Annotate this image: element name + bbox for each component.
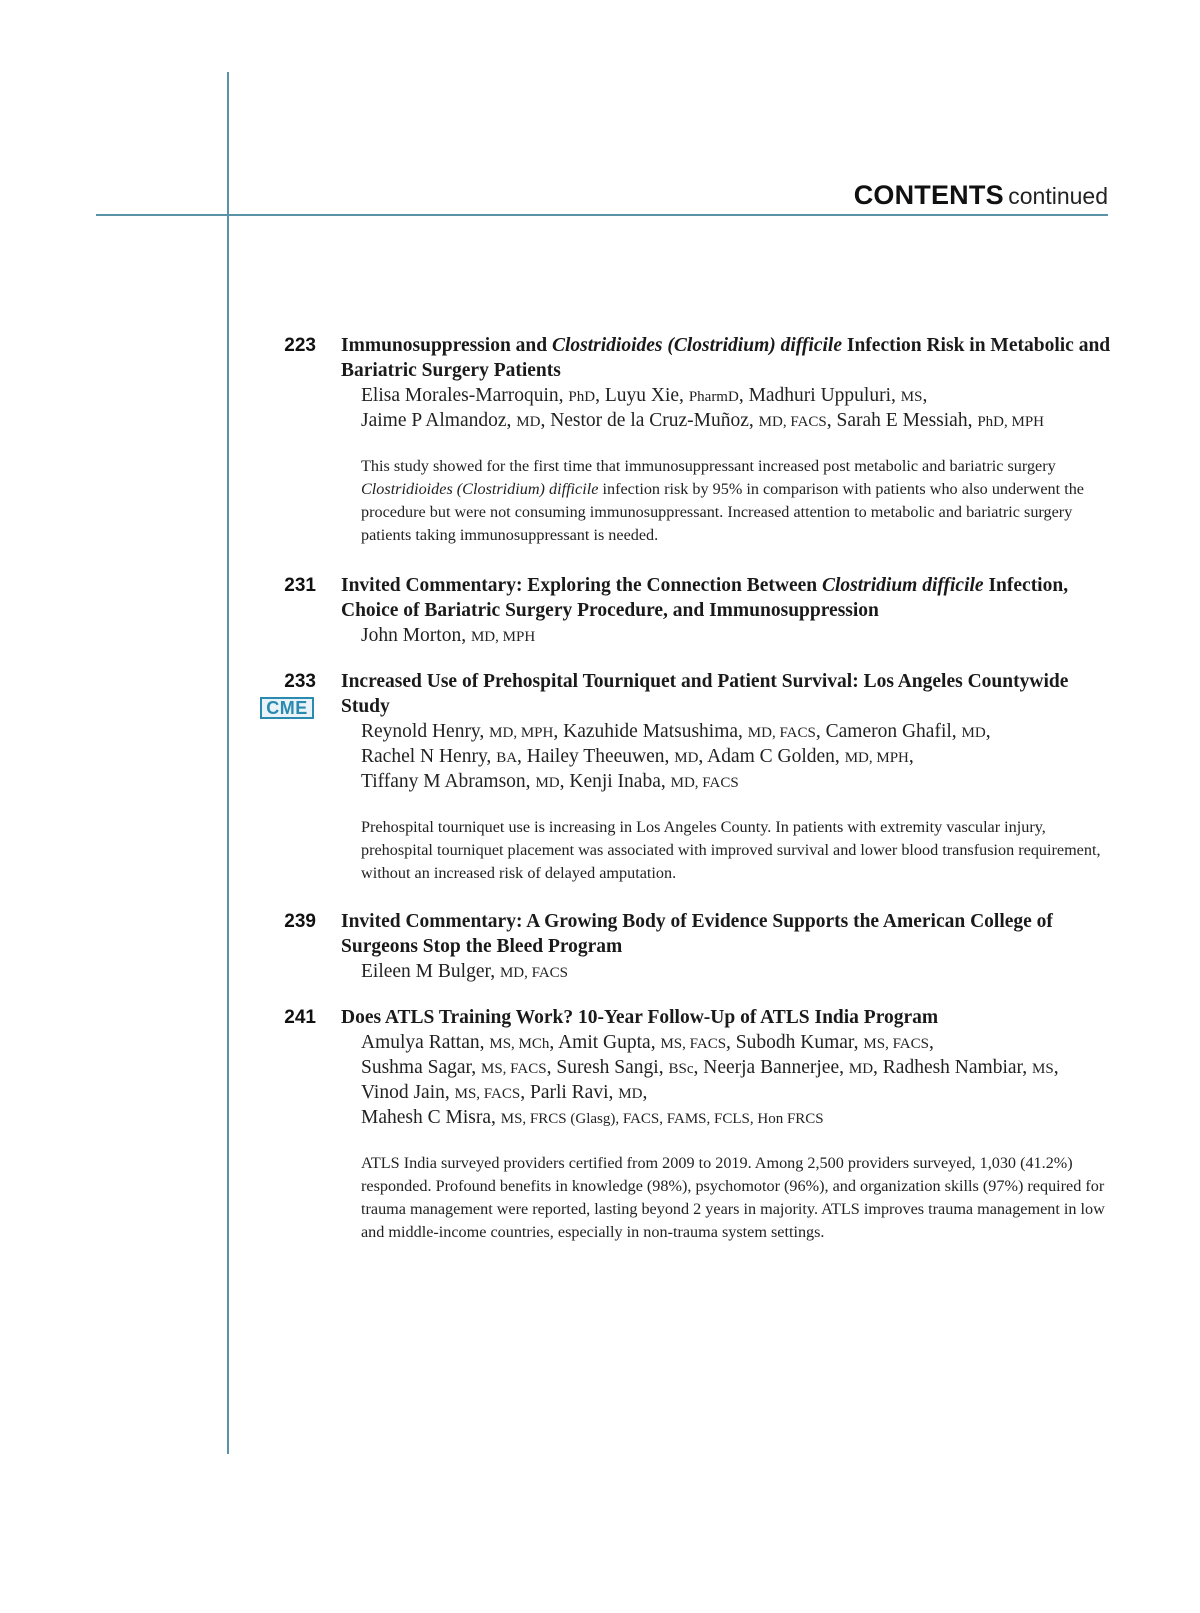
- title-text: Infection Risk in Metabolic and Bariatric Surgery Patients: [341, 335, 1111, 381]
- header-title: CONTENTS: [853, 180, 1004, 210]
- article-summary: ATLS India surveyed providers certified from 2009 to 2019. Among 2,500 providers surveyed, 1,030 (41.2%) responded. Profound benefits in knowledge (98%), psychomotor (96%), and organization skills (97%) required for trauma management were reported, lasting beyond 2 years in majority. ATLS improves trauma management in low and middle-income countries, especially in non-trauma system settings.: [361, 1154, 1105, 1241]
- authors-line: Elisa Morales-Marroquin, PhD, Luyu Xie, PharmD, Madhuri Uppuluri, MS,: [361, 385, 928, 406]
- title-text: Immunosuppression and: [341, 335, 552, 356]
- page-number: 223: [284, 335, 316, 356]
- authors-line: Mahesh C Misra, MS, FRCS (Glasg), FACS, FAMS, FCLS, Hon FRCS: [361, 1107, 824, 1128]
- page-number: 239: [284, 911, 316, 932]
- title-text: Infection, Choice of Bariatric Surgery Procedure, and Immunosuppression: [341, 575, 1069, 621]
- cme-badge: CME: [260, 697, 314, 719]
- authors-line: John Morton, MD, MPH: [361, 625, 536, 646]
- page-header: [854, 180, 1108, 211]
- authors-line: Jaime P Almandoz, MD, Nestor de la Cruz-Muñoz, MD, FACS, Sarah E Messiah, PhD, MPH: [361, 410, 1045, 431]
- article-summary: This study showed for the first time that immunosuppressant increased post metabolic and bariatric surgery Clostridioides (Clostridium) difficile infection risk by 95% in comparison with patients who also underwent the procedure but were not consuming immunosuppressant. Increased attention to metabolic and bariatric surgery patients taking immunosuppressant is needed.: [361, 457, 1084, 544]
- authors-line: Tiffany M Abramson, MD, Kenji Inaba, MD, FACS: [361, 771, 739, 792]
- article-summary: Prehospital tourniquet use is increasing in Los Angeles County. In patients with extremity vascular injury, prehospital tourniquet placement was associated with improved survival and lower blood transfusion requirement, without an increased risk of delayed amputation.: [361, 818, 1101, 882]
- article-title[interactable]: Does ATLS Training Work? 10-Year Follow-Up of ATLS India Program: [341, 1007, 939, 1028]
- article-title[interactable]: [341, 333, 1111, 383]
- header-rule: [96, 214, 1108, 216]
- title-italic-text: Clostridium difficile: [821, 575, 984, 596]
- article-title[interactable]: Increased Use of Prehospital Tourniquet and Patient Survival: Los Angeles Countywide Study: [341, 671, 1069, 717]
- authors-line: Vinod Jain, MS, FACS, Parli Ravi, MD,: [361, 1082, 648, 1103]
- article-title[interactable]: Invited Commentary: A Growing Body of Evidence Supports the American College of Surgeons Stop the Bleed Program: [341, 911, 1053, 957]
- vertical-rule: [227, 72, 229, 1454]
- authors-line: Sushma Sagar, MS, FACS, Suresh Sangi, BSc, Neerja Bannerjee, MD, Radhesh Nambiar, MS,: [361, 1057, 1059, 1078]
- authors-line: Amulya Rattan, MS, MCh, Amit Gupta, MS, FACS, Subodh Kumar, MS, FACS,: [361, 1032, 934, 1053]
- authors-line: Reynold Henry, MD, MPH, Kazuhide Matsushima, MD, FACS, Cameron Ghafil, MD,: [361, 721, 991, 742]
- page-number: 233: [284, 671, 316, 692]
- page-number: 241: [284, 1007, 316, 1028]
- article-title[interactable]: [341, 573, 1111, 623]
- authors-line: Rachel N Henry, BA, Hailey Theeuwen, MD, Adam C Golden, MD, MPH,: [361, 746, 914, 767]
- authors-line: Eileen M Bulger, MD, FACS: [361, 961, 569, 982]
- header-subtitle: continued: [1008, 183, 1108, 209]
- title-italic-text: Clostridioides (Clostridium) difficile: [551, 335, 842, 356]
- page-number: 231: [284, 575, 316, 596]
- title-text: Invited Commentary: Exploring the Connection Between: [341, 575, 822, 596]
